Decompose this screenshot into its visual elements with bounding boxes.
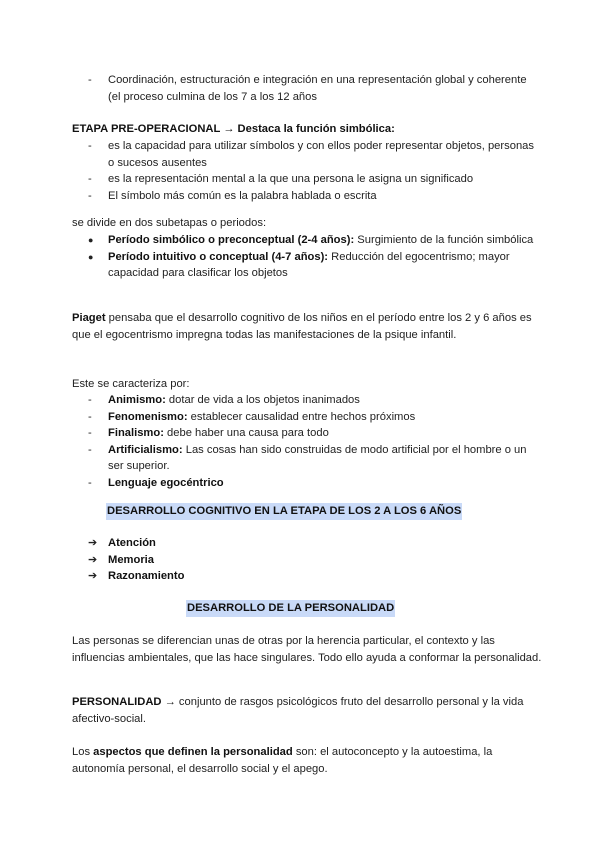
arrow-icon: ➔ (88, 537, 98, 549)
trait-description: debe haber una causa para todo (163, 427, 329, 439)
aspectos-pre: Los (72, 746, 94, 758)
list-item (88, 392, 538, 409)
trait-name: Fenomenismo: (108, 410, 188, 423)
list-item-text: es la capacidad para utilizar símbolos y con ellos poder representar objetos, personas o sucesos ausentes (108, 140, 534, 169)
bullet-marker: ● (88, 251, 94, 262)
caracteristicas-list (88, 392, 538, 491)
aspectos-term: aspectos que definen la personalidad (93, 746, 293, 758)
trait-description: dotar de vida a los objetos inanimados (165, 394, 360, 406)
piaget-text: pensaba que el desarrollo cognitivo de los niños en el período entre los 2 y 6 años es que el egocentrismo impregna todas las manifestaciones de la psique infantil. (72, 312, 532, 341)
period-name: Período simbólico o preconceptual (2-4 años): (108, 234, 355, 246)
trait-name: Animismo: (108, 394, 166, 406)
personalidad-definition (72, 694, 542, 727)
list-item-text: Coordinación, estructuración e integración en una representación global y coherente (el proceso culmina de los 7 a los 12 años (108, 74, 527, 103)
list-item (88, 409, 538, 426)
list-item (88, 568, 538, 585)
trait-name: Artificialismo: (108, 443, 183, 456)
aspectos-paragraph (72, 744, 542, 777)
list-item (88, 138, 538, 171)
period-name: Período intuitivo o conceptual (4-7 años): (108, 250, 329, 263)
list-item (88, 475, 538, 492)
list-item (88, 535, 538, 552)
piaget-name: Piaget (72, 312, 106, 324)
dash-marker: - (88, 189, 92, 202)
list-item-text: Razonamiento (108, 570, 185, 582)
list-item-text: es la representación mental a la que una persona le asigna un significado (108, 173, 474, 185)
caracteristicas-intro: Este se caracteriza por: (72, 378, 190, 390)
preop-list (88, 138, 538, 204)
dash-marker: - (88, 140, 92, 152)
dash-marker: - (88, 410, 92, 423)
dash-marker: - (88, 443, 92, 456)
aspectos-text: son: el autoconcepto y la autoestima, la autonomía personal, el desarrollo social y el apego. (72, 746, 493, 775)
arrow-icon: ➔ (88, 553, 98, 566)
bullet-marker: ● (88, 235, 94, 245)
list-item (88, 425, 538, 442)
subetapas-intro: se divide en dos subetapas o periodos: (72, 217, 267, 229)
list-item-text: Atención (108, 537, 156, 549)
cognitive-development-heading: DESARROLLO COGNITIVO EN LA ETAPA DE LOS 2 A LOS 6 AÑOS (106, 503, 462, 520)
subetapas-list (88, 232, 538, 282)
period-description: Surgimiento de la función simbólica (354, 234, 534, 246)
coordination-list (88, 72, 538, 105)
piaget-paragraph (72, 310, 542, 343)
list-item (88, 552, 538, 569)
trait-description: Las cosas han sido construidas de modo artificial por el hombre o un ser superior. (108, 443, 527, 472)
dash-marker: - (88, 476, 92, 489)
list-item (88, 188, 538, 205)
list-item (88, 232, 538, 249)
list-item (88, 442, 538, 475)
trait-name: Finalismo: (108, 427, 164, 439)
list-item (88, 249, 538, 282)
arrow-icon: ➔ (88, 570, 98, 582)
personalidad-term: PERSONALIDAD (72, 696, 162, 708)
preop-title: ETAPA PRE-OPERACIONAL → Destaca la función simbólica: (72, 123, 395, 135)
trait-description: establecer causalidad entre hechos próximos (187, 410, 416, 423)
dash-marker: - (88, 173, 92, 185)
period-description: Reducción del egocentrismo; mayor capacidad para clasificar los objetos (108, 250, 510, 279)
list-item (88, 72, 538, 105)
dash-marker: - (88, 394, 92, 406)
list-item-text: Memoria (108, 553, 155, 566)
dash-marker: - (88, 427, 92, 439)
list-item (88, 171, 538, 188)
dash-marker: - (88, 74, 92, 86)
personas-paragraph: Las personas se diferencian unas de otras por la herencia particular, el contexto y las influencias ambientales, que las hace singulares. Todo ello ayuda a conformar la personalidad. (72, 635, 542, 664)
personality-heading: DESARROLLO DE LA PERSONALIDAD (186, 600, 395, 617)
trait-name: Lenguaje egocéntrico (108, 476, 224, 489)
personalidad-text: → conjunto de rasgos psicológicos fruto del desarrollo personal y la vida afectivo-social. (72, 696, 524, 725)
cognitive-list (88, 535, 538, 585)
list-item-text: El símbolo más común es la palabra hablada o escrita (108, 189, 377, 202)
